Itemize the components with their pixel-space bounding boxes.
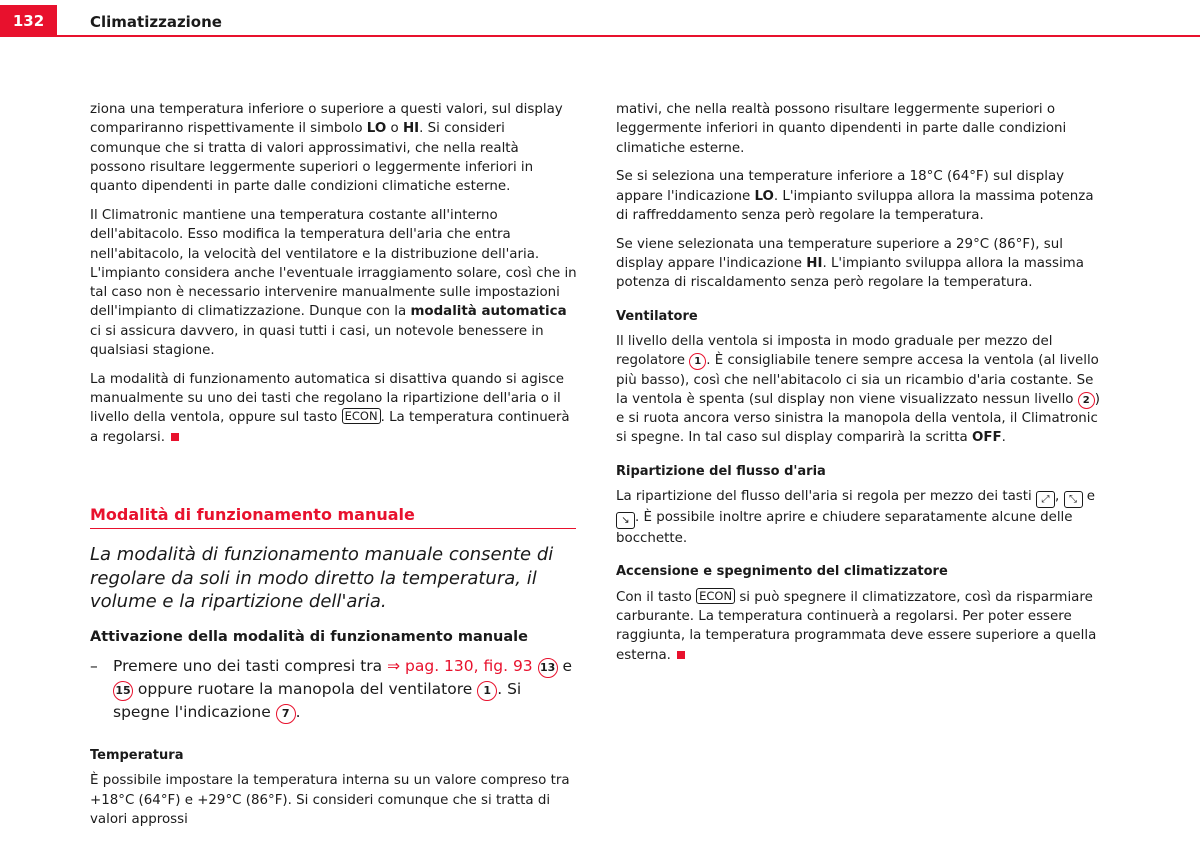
callout-15-icon: 15 — [113, 681, 133, 701]
left-column — [90, 100, 578, 839]
paragraph-auto-off: La modalità di funzionamento automatica si disattiva quando si agisce manualmente su uno dei tasti che regolano la ripartizione dell'aria o il livello della ventola, oppure sul tasto ECON . La temperatura continuerà a regolarsi. — [90, 371, 570, 445]
paragraph-fan: Il livello della ventola si imposta in modo graduale per mezzo del regolatore 1 . È consigliabile tenere sempre accesa la ventola (al livello più basso), così che nell'abitacolo ci sia un ricambio d'aria costante. Se la ventola è spenta (sul display non viene visualizzato nessun livello 2 ) e si ruota ancora verso sinistra la manopola della ventola, il Climatronic si spegne. In tal caso sul display comparirà la scritta OFF. — [616, 333, 1100, 446]
section-intro: La modalità di funzionamento manuale consente di regolare da soli in modo diretto la temperatura, il volume e la ripartizione dell'aria. — [90, 544, 554, 613]
end-of-section-marker — [677, 651, 685, 659]
paragraph-onoff: Con il tasto ECON si può spegnere il climatizzatore, così da risparmiare carburante. La temperatura continuerà a regolarsi. Per poter essere raggiunta, la temperatura programmata deve essere superiore a quella esterna. — [616, 588, 1097, 663]
instruction-step: – Premere uno dei tasti compresi tra ⇒ pag. 130, fig. 93 13 e 15 oppure ruotare la manopola del ventilatore 1 . Si spegne l'indicazione 7 . — [90, 655, 578, 724]
temperature-heading: Temperatura — [90, 748, 184, 764]
paragraph-intro-cont: ziona una temperatura inferiore o superiore a questi valori, sul display compariranno rispettivamente il simbolo LO o HI. Si consideri comunque che si tratta di valori approssimativi, che nella realtà possono risultare leggermente superiori o leggermente inferiori in quanto dipendenti in parte dalle condizioni climatiche esterne. — [90, 102, 563, 195]
right-column — [616, 100, 1102, 674]
paragraph-temperature: È possibile impostare la temperatura interna su un valore compreso tra +18°C (64°F) e +29°C (86°F). Si consideri comunque che si tratta di valori approssi — [90, 773, 570, 828]
header-divider — [57, 35, 1200, 37]
callout-1-icon: 1 — [477, 681, 497, 701]
onoff-heading: Accensione e spegnimento del climatizzatore — [616, 564, 948, 580]
callout-7-icon: 7 — [276, 704, 296, 724]
page-number: 132 — [0, 5, 57, 37]
callout-2-icon: 2 — [1078, 392, 1095, 409]
chapter-title: Climatizzazione — [90, 13, 222, 31]
air-distribution-defrost-icon: ⤢ — [1036, 491, 1055, 508]
paragraph-lo: Se si seleziona una temperature inferiore a 18°C (64°F) sul display appare l'indicazione LO. L'impianto sviluppa allora la massima potenza di raffreddamento senza però regolare la temperatura. — [616, 169, 1094, 223]
air-distribution-heading: Ripartizione del flusso d'aria — [616, 463, 826, 479]
air-distribution-face-icon: ⤡ — [1064, 491, 1083, 508]
econ-key-icon: ECON — [342, 408, 381, 424]
callout-13-icon: 13 — [538, 658, 558, 678]
econ-key-icon: ECON — [696, 588, 735, 604]
callout-1-icon: 1 — [689, 353, 706, 370]
page-reference-link[interactable]: ⇒ pag. 130, fig. 93 — [387, 657, 533, 676]
paragraph-climatronic: Il Climatronic mantiene una temperatura costante all'interno dell'abitacolo. Esso modifica la temperatura dell'aria che entra nell'abitacolo, la velocità del ventilatore e la distribuzione dell'aria. L'impianto considera anche l'eventuale irraggiamento solare, così che in tal caso non è necessario intervenire manualmente sulle impostazioni dell'impianto di climatizzazione. Dunque con la modalità automatica ci si assicura davvero, in quasi tutti i casi, un notevole benessere in qualsiasi stagione. — [90, 207, 577, 359]
paragraph-air-distribution: La ripartizione del flusso dell'aria si regola per mezzo dei tasti ⤢ , ⤡ e ↘ . È possibile inoltre aprire e chiudere separatamente alcune delle bocchette. — [616, 489, 1096, 547]
air-distribution-feet-icon: ↘ — [616, 512, 635, 529]
paragraph-temp-cont: mativi, che nella realtà possono risultare leggermente superiori o leggermente inferiori in quanto dipendenti in parte dalle condizioni climatiche esterne. — [616, 102, 1067, 156]
section-title: Modalità di funzionamento manuale — [90, 505, 576, 529]
activation-heading: Attivazione della modalità di funzionamento manuale — [90, 628, 528, 645]
end-of-section-marker — [171, 433, 179, 441]
page-header — [0, 0, 1200, 40]
fan-heading: Ventilatore — [616, 308, 698, 324]
paragraph-hi: Se viene selezionata una temperature superiore a 29°C (86°F), sul display appare l'indicazione HI. L'impianto sviluppa allora la massima potenza di riscaldamento senza però regolare la temperatura. — [616, 236, 1084, 291]
